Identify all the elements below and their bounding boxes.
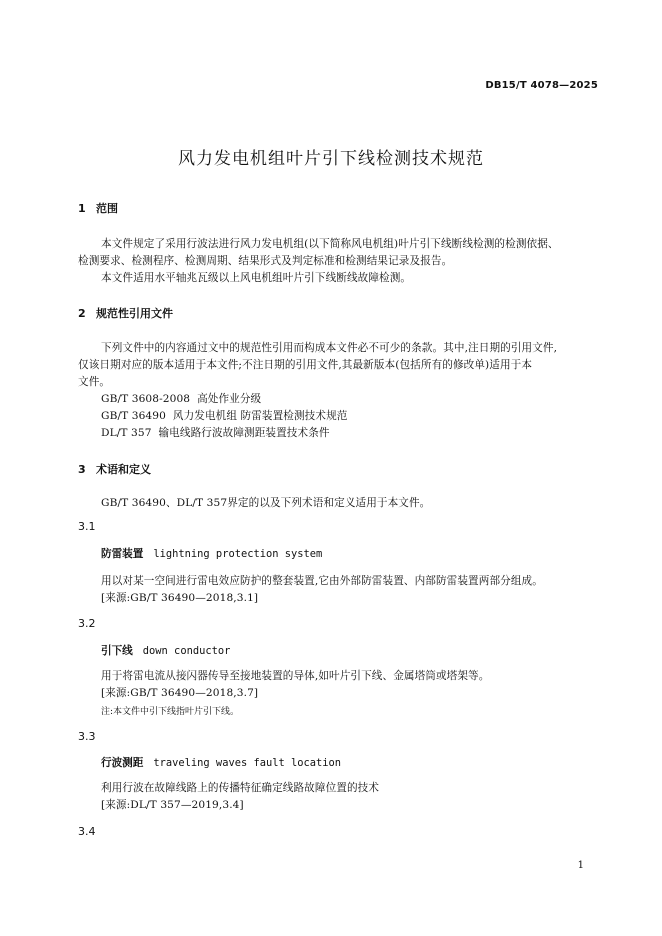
standard-code: DB15/T 4078—2025 (485, 80, 598, 91)
paragraph-line: 本文件规定了采用行波法进行风力发电机组(以下简称风电机组)叶片引下线断线检测的检测依据、 (101, 238, 559, 250)
term-definition: 用以对某一空间进行雷电效应防护的整套装置,它由外部防雷装置、内部防雷装置两部分组成。 (101, 575, 543, 587)
clause-number: 3.1 (78, 520, 96, 533)
term-entry (101, 755, 341, 770)
term-definition: 利用行波在故障线路上的传播特征确定线路故障位置的技术 (101, 782, 380, 794)
paragraph-line: 文件。 (78, 376, 111, 388)
page-number: 1 (577, 860, 584, 871)
section-number: 2 (78, 307, 86, 320)
section-title: 术语和定义 (96, 463, 151, 476)
clause-number: 3.3 (78, 730, 96, 743)
term-entry (101, 643, 230, 658)
reference-item: GB/T 3608-2008 高处作业分级 (101, 393, 262, 405)
reference-item: DL/T 357 输电线路行波故障测距装置技术条件 (101, 427, 330, 439)
section-number: 1 (78, 202, 86, 215)
term-entry (101, 546, 322, 561)
document-title: 风力发电机组叶片引下线检测技术规范 (178, 149, 484, 169)
term-source: [来源:GB/T 36490—2018,3.1] (101, 592, 259, 604)
clause-number: 3.2 (78, 617, 96, 630)
term-zh: 引下线 (101, 645, 133, 657)
term-en: lightning protection system (153, 548, 323, 560)
paragraph-line: 本文件适用水平轴兆瓦级以上风电机组叶片引下线断线故障检测。 (101, 272, 412, 284)
paragraph-line: 检测要求、检测程序、检测周期、结果形式及判定标准和检测结果记录及报告。 (78, 255, 453, 267)
term-definition: 用于将雷电流从接闪器传导至接地装置的导体,如叶片引下线、金属塔筒或塔架等。 (101, 670, 490, 682)
term-note: 注:本文件中引下线指叶片引下线。 (101, 707, 240, 717)
term-source: [来源:GB/T 36490—2018,3.7] (101, 687, 259, 699)
term-zh: 防雷装置 (101, 548, 144, 560)
term-source: [来源:DL/T 357—2019,3.4] (101, 799, 244, 811)
section-number: 3 (78, 463, 86, 476)
section-title: 范围 (96, 202, 118, 215)
section-intro: GB/T 36490、DL/T 357界定的以及下列术语和定义适用于本文件。 (101, 497, 431, 509)
reference-item: GB/T 36490 风力发电机组 防雷装置检测技术规范 (101, 410, 348, 422)
paragraph-line: 下列文件中的内容通过文中的规范性引用而构成本文件必不可少的条款。其中,注日期的引用文件, (101, 342, 558, 354)
paragraph-line: 仅该日期对应的版本适用于本文件;不注日期的引用文件,其最新版本(包括所有的修改单)适用于本 (78, 359, 533, 371)
term-zh: 行波测距 (101, 757, 144, 769)
section-1-heading (78, 200, 118, 216)
term-en: down conductor (142, 645, 231, 657)
clause-number: 3.4 (78, 825, 96, 838)
section-3-heading (78, 461, 151, 477)
term-en: traveling waves fault location (153, 757, 342, 769)
section-title: 规范性引用文件 (96, 307, 173, 320)
section-2-heading (78, 305, 173, 321)
